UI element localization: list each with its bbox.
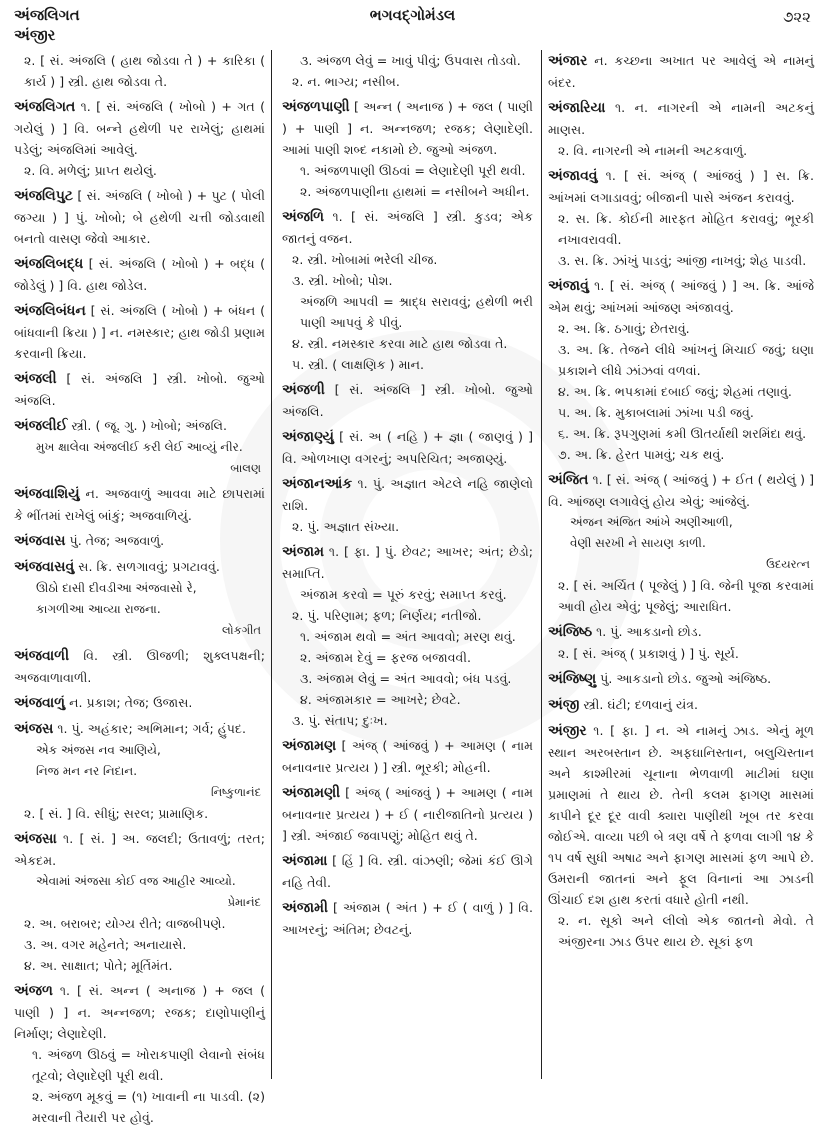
definition-text: [ સં. અંજલિ ( ખોબો ) + બંધન ( બાંધવાની ક્રિયા ) ] ન. નમસ્કાર; હાથ જોડી પ્રણામ કરવાની ક્રિયા. xyxy=(14,303,265,361)
entry-definition xyxy=(282,426,533,469)
headword: અંજલિપુટ xyxy=(14,188,73,204)
definition-text: ૧. [ ફા. ] પું. છેવટ; આખર; અંત; છેડો; સમાપ્તિ. xyxy=(282,544,533,581)
definition-text: ૧. પું. આકડાનો છોડ. xyxy=(592,624,702,639)
sense-line: ૪. અ. ક્રિ. ભપકામાં દબાઈ જવું; શેહમાં તણાવું. xyxy=(558,384,792,399)
definition-text: ૧. [ સં. અંજ્ ( આંજવું ) ] સ. ક્રિ. આંખમાં લગાડાવવું; બીજાની પાસે અંજન કરાવવું. xyxy=(548,168,814,205)
definition-text: સ. ક્રિ. સળગાવવું; પ્રગટાવવું. xyxy=(74,559,220,574)
entry-definition xyxy=(282,541,533,584)
entry-definition xyxy=(548,621,814,643)
dictionary-entry xyxy=(282,473,533,537)
idiom-line: ૩. અંજામ લેવું = અંત આવવો; બંધ પડવું. xyxy=(300,671,512,686)
sense-line: ૩. પું. સંતાપ; દુઃખ. xyxy=(292,713,388,728)
entry-definition xyxy=(282,206,533,249)
entry-definition xyxy=(548,720,814,910)
dictionary-entry xyxy=(548,621,814,664)
entry-definition xyxy=(14,253,265,296)
sense-line: ૨. [ સં. અંજ્ ( પ્રકાશવું ) ] પું. સૂર્ય. xyxy=(558,646,739,661)
definition-text: ન. પ્રકાશ; તેજ; ઉજાસ. xyxy=(65,695,193,710)
headword: અંજલી xyxy=(14,371,57,387)
dictionary-entry xyxy=(548,50,814,93)
headword: અંજલિગત xyxy=(14,99,76,115)
quote-line: મુખ ક્ષાલેવા અંજલીઈ કરી લેઈ આવ્યું નીર. xyxy=(36,440,243,454)
sense-line: ૨. ન. ભાગ્ય; નસીબ. xyxy=(292,74,400,89)
definition-text: [ અંજ્ ( આંજવું ) + આમણ ( નામ બનાવનાર પ્રત્યય ) + ઈ ( નારીજાતિનો પ્રત્યય ) ] સ્ત્રી. અંજાઈ જવાપણું; મોહિત થવું તે. xyxy=(282,785,533,843)
definition-text: ૧. [ સં. અંજલિ ( ખોબો ) + ગત ( ગયેલું ) ] વિ. બન્ને હથેળી પર રાખેલું; હાથમાં પડેલું; અંજલિમાં આવેલું. xyxy=(14,99,265,157)
dictionary-entry xyxy=(14,50,265,92)
entry-definition xyxy=(14,96,265,160)
definition-text: ૧. [ સં. અંજલિ ] સ્ત્રી. કુડવ; એક જાતનું વજન. xyxy=(282,209,533,246)
dictionary-entry xyxy=(14,253,265,296)
entry-definition xyxy=(14,980,265,1044)
sense-line: ૨. અ. બરાબર; યોગ્ય રીતે; વાજબીપણે. xyxy=(24,916,226,931)
definition-text: [ અંજામ ( અંત ) + ઈ ( વાળું ) ] વિ. આખરનું; અંતિમ; છેવટનું. xyxy=(282,900,533,937)
quote-line: એવામાં અંજસા કોઈ વજ આહીર આવ્યો. xyxy=(36,874,236,888)
headword: અંજાવું xyxy=(548,278,589,294)
headword: અંજામા xyxy=(282,853,328,869)
sense-line: ૨. વિ. નાગરની એ નામની અટકવાળું. xyxy=(558,143,748,158)
dictionary-entry xyxy=(282,782,533,846)
headword: અંજારિયા xyxy=(548,100,606,116)
dictionary-entry xyxy=(14,185,265,249)
definition-text: [ સં. અંજલિ ] સ્ત્રી. ખોબો. જુઓ અંજલિ. xyxy=(14,371,265,408)
dictionary-entry xyxy=(282,50,533,92)
sense-line: ૬. અ. ક્રિ. રૂપગુણમાં કમી ઊતર્યાથી શરમિંદા થવું. xyxy=(558,426,807,441)
headword: અંજાવવું xyxy=(548,168,598,184)
headword: અંજવાશિયું xyxy=(14,486,80,502)
dictionary-entry xyxy=(14,368,265,411)
dictionary-entry xyxy=(548,694,814,716)
headword: અંજામ xyxy=(282,544,324,560)
definition-text: [ સં. અંજલિ ] સ્ત્રી. ખોબો. જુઓ અંજલિ. xyxy=(282,382,533,419)
entry-definition xyxy=(282,379,533,422)
definition-text: [ હિં ] વિ. સ્ત્રી. વાંઝણી; જેમાં કંઈ ઊગે નહિ તેવી. xyxy=(282,853,533,890)
idiom-line: ૨. અંજળપાણીના હાથમાં = નસીબને અધીન. xyxy=(300,184,530,199)
definition-text: [ સં. અંજલિ ( ખોબો ) + પુટ ( પોલી જગ્યા ) ] પું. ખોબો; બે હથેળી ચત્તી જોડવાથી બનતો વાસણ જેવો આકાર. xyxy=(14,188,265,246)
definition-text: ૧. [ સં. અન્ન ( અનાજ ) + જલ ( પાણી ) ] ન. અન્નજળ; રજક; દાણોપાણીનું નિર્માણ; લેણાદેણી. xyxy=(14,983,265,1041)
headword: અંજલિબંધન xyxy=(14,303,86,319)
headword: અંજવાળું xyxy=(14,695,66,711)
definition-text: [ અંજ્ ( આંજવું ) + આમણ ( નામ બનાવનાર પ્રત્યય ) ] સ્ત્રી. ભૂરકી; મોહની. xyxy=(282,738,533,775)
entry-definition xyxy=(548,275,814,318)
entry-definition xyxy=(282,735,533,778)
dictionary-entry xyxy=(14,645,265,688)
definition-text: ૧. [ સં. અંજ્ ( આંજવું ) ] અ. ક્રિ. આંજે એમ થવું; આંખમાં આંજણ અંજાવવું. xyxy=(548,278,814,315)
sense-line: ૨. અ. ક્રિ. ઠગાવું; છેતરાવું. xyxy=(558,321,690,336)
definition-text: ૧. પું. અજ્ઞાત એટલે નહિ જાણેલો રાશિ. xyxy=(282,476,533,513)
sense-line: ૭. અ. ક્રિ. હેરત પામવું; ચક થવું. xyxy=(558,447,725,462)
quote-source: લોકગીત xyxy=(222,623,261,637)
entry-definition xyxy=(14,692,265,714)
headword: અંજસા xyxy=(14,831,57,847)
page-title: ભગવદ્ગોમંડલ xyxy=(369,6,456,24)
dictionary-entry xyxy=(14,828,265,976)
definition-text: ન. અજવાળું આવવા માટે છાપરામાં કે ભીંતમાં રાખેલું બાંકું; અજવાળિયું. xyxy=(14,486,265,523)
sense-line: ૫. સ્ત્રી. ( લાક્ષણિક ) માન. xyxy=(292,357,424,372)
entry-definition xyxy=(14,368,265,411)
entry-definition xyxy=(14,415,265,437)
dictionary-entry xyxy=(282,850,533,893)
entry-definition xyxy=(548,469,814,512)
headword: અંજલિબદ્ધ xyxy=(14,256,84,272)
headword: અંજામણ xyxy=(282,738,337,754)
quote-source: પ્રેમાનંદ xyxy=(227,895,261,909)
definition-text: પું. તેજ; અજવાળું. xyxy=(65,533,165,548)
entry-definition xyxy=(14,185,265,249)
quote-source: બાલણ xyxy=(230,461,261,475)
definition-text: સ્ત્રી. ઘંટી; દળવાનું યંત્ર. xyxy=(579,697,699,712)
headword: અંજિત xyxy=(548,472,589,488)
entry-definition xyxy=(548,668,814,690)
sense-line: ૩. અ. વગર મહેનતે; અનાયાસે. xyxy=(24,937,187,952)
definition-text: [ સં. અ ( નહિ ) + જ્ઞા ( જાણવું ) ] વિ. ઓળખાણ વગરનું; અપરિચિત; અજાણ્યું. xyxy=(282,429,533,466)
definition-text: ૧. ન. નાગરની એ નામની અટકનું માણસ. xyxy=(548,100,814,137)
headword: અંજાણ્યું xyxy=(282,429,334,445)
entry-definition xyxy=(548,694,814,716)
column-left xyxy=(14,50,272,1125)
headword: અંજળિ xyxy=(282,209,325,225)
quote-line: ઊઠો દાસી દીવડીઆ અંજવાસો રે, xyxy=(36,581,197,595)
headword: અંજળ xyxy=(14,983,53,999)
page-number: ૭૨૨ xyxy=(782,8,811,26)
idiom-line: ૩. અંજળ લેવું = ખાવું પીવું; ઉપવાસ તોડવો. xyxy=(300,53,521,68)
definition-text: પું. આકડાનો છોડ. જુઓ અંજિષ્ઠ. xyxy=(596,671,772,686)
idiom-line: ૧. અંજળ ઊઠવું = ખોરાકપાણી લેવાનો સંબંધ તૂટવો; લેણાદેણી પૂરી થવી. xyxy=(32,1047,265,1083)
entry-definition xyxy=(14,556,265,578)
sense-line: ૨. સ્ત્રી. ખોબામાં ભરેલી ચીજ. xyxy=(292,252,438,267)
dictionary-entry xyxy=(14,556,265,641)
dictionary-entry xyxy=(282,426,533,469)
sense-line: ૨. વિ. મળેલું; પ્રાપ્ત થયેલું. xyxy=(24,163,157,178)
headword: અંજી xyxy=(548,697,580,713)
dictionary-entry xyxy=(14,96,265,181)
definition-text: ૧. પું. અહંકાર; અભિમાન; ગર્વ; હુંપદ. xyxy=(53,721,246,736)
entry-definition xyxy=(548,97,814,140)
idiom-line: ૧. અંજળપાણી ઊઠવાં = લેણાદેણી પૂરી થવી. xyxy=(300,163,526,178)
entry-definition xyxy=(282,782,533,846)
dictionary-entry xyxy=(14,483,265,526)
dictionary-entry xyxy=(282,735,533,778)
column-right xyxy=(542,50,814,1079)
dictionary-entry xyxy=(14,980,265,1128)
dictionary-entry xyxy=(548,720,814,952)
entry-definition xyxy=(14,300,265,364)
sense-line: ૨. પું. અજ્ઞાત સંખ્યા. xyxy=(292,519,400,534)
guide-word-last: અંજીર xyxy=(14,26,56,44)
dictionary-entry xyxy=(14,692,265,714)
headword: અંજિષ્ણુ xyxy=(548,671,597,687)
quote-line: વેણી સરખી ને સાયણ કાળી. xyxy=(570,536,706,550)
sense-line: ૨. સ. ક્રિ. કોઈની મારફત મોહિત કરાવવું; ભૂરકી નખાવરાવવી. xyxy=(558,211,814,247)
headword: અંજીર xyxy=(548,723,587,739)
headword: અંજાર xyxy=(548,53,588,69)
dictionary-entry xyxy=(548,668,814,690)
dictionary-entry xyxy=(14,415,265,479)
dictionary-entry xyxy=(548,469,814,617)
definition-text: ૧. [ સં. ] અ. જલદી; ઉતાવળું; તરત; એકદમ. xyxy=(14,831,265,868)
dictionary-entry xyxy=(282,96,533,202)
headword: અંજસ xyxy=(14,721,54,737)
idiom-line: ૧. અંજામ થવો = અંત આવવો; મરણ થવું. xyxy=(300,629,516,644)
definition-text: ૧. [ ફા. ] ન. એ નામનું ઝાડ. એનું મૂળ સ્થાન અરબસ્તાન છે. અફઘાનિસ્તાન, બલુચિસ્તાન અને કાશ્મીરમાં ચૂનાના ભેળવાળી માટીમાં ઘણા પ્રમાણમાં તે થાય છે. તેની કલમ ફાગણ માસમાં કાપીને દૂર દૂર વાવી ક્યારા પાણીથી ખૂબ તર કરવા જોઈએ. વાવ્યા પછી બે ત્રણ વર્ષે તે ફળવા લાગી ૧૪ કે ૧૫ વર્ષ સુધી અષાઢ અને ફાગણ માસમાં ફળ આપે છે. ઉમરાની જાતનાં અને ફૂલ વિનાનાં આ ઝાડની ઊંચાઈ દશ હાથ કરતાં વધારે હોતી નથી. xyxy=(548,723,814,907)
entry-definition xyxy=(282,96,533,160)
idiom-line: ૪. અંજામકાર = આખરે; છેવટે. xyxy=(300,692,461,707)
sense-line: ૫. અ. ક્રિ. મુકાબલામાં ઝાંખા પડી જવું. xyxy=(558,405,754,420)
entry-definition xyxy=(14,645,265,688)
definition-text: વિ. સ્ત્રી. ઊજળી; શુક્લપક્ષની; અજવાળાવાળી. xyxy=(14,648,265,685)
definition-text: સ્ત્રી. ( જૂ. ગુ. ) ખોબો; અંજલિ. xyxy=(67,418,227,433)
quote-line: અંજન અંજિત આંખે અણીઆળી, xyxy=(570,515,733,529)
entry-definition xyxy=(548,165,814,208)
quote-source: નિષ્કુળાનંદ xyxy=(211,785,261,799)
headword: અંજવાળી xyxy=(14,648,70,664)
sense-line: ૪. સ્ત્રી. નમસ્કાર કરવા માટે હાથ જોડવા તે. xyxy=(292,336,508,351)
headword: અંજલીઈ xyxy=(14,418,68,434)
headword: અંજામી xyxy=(282,900,328,916)
dictionary-entry xyxy=(282,206,533,375)
idiom-line: ૨. અંજામ દેવું = ફરજ બજાવવી. xyxy=(300,650,471,665)
headword: અંજિષ્ઠ xyxy=(548,624,593,640)
sense-line: ૨. [ સં. અર્ચિત ( પૂજેલું ) ] વિ. જેની પૂજા કરવામાં આવી હોય એવું; પૂજેલું; આરાધિત. xyxy=(558,578,814,614)
dictionary-entry xyxy=(282,379,533,422)
entry-definition xyxy=(282,897,533,940)
entry-definition xyxy=(14,530,265,552)
idiom-line: ૨. અંજળ મૂકવું = (૧) ખાવાની ના પાડવી. (૨) મરવાની તૈયારી પર હોવું. xyxy=(32,1089,265,1125)
quote-line: એક અંજસ નવ આણિયે, xyxy=(36,743,161,757)
entry-definition xyxy=(282,850,533,893)
headword: અંજાનઆંક xyxy=(282,476,353,492)
dictionary-entry xyxy=(14,300,265,364)
page-header xyxy=(14,4,811,48)
quote-source: ઉદયરત્ન xyxy=(766,557,810,571)
column-middle xyxy=(272,50,542,1079)
headword: અંજામણી xyxy=(282,785,341,801)
definition-text: [ અન્ન ( અનાજ ) + જલ ( પાણી ) + પાણી ] ન. અન્નજળ; રજક; લેણાદેણી. આમાં પાણી શબ્દ નકામો છે. જુઓ અંજળ. xyxy=(282,99,533,157)
headword: અંજવાસવું xyxy=(14,559,75,575)
sense-line: ૨. [ સં. ] વિ. સીધું; સરલ; પ્રામાણિક. xyxy=(24,806,209,821)
sense-line: ૪. અ. સાક્ષાત; પોતે; મૂર્તિમંત. xyxy=(24,958,173,973)
headword: અંજળી xyxy=(282,382,325,398)
entry-definition xyxy=(14,718,265,740)
sense-line: ૩. સ્ત્રી. ખોબો; પોશ. xyxy=(292,273,393,288)
entry-definition xyxy=(282,473,533,516)
quote-line: કાગળીઆ આવ્યા રાજના. xyxy=(36,602,161,616)
headword: અંજળપાણી xyxy=(282,99,350,115)
definition-text: ન. કચ્છના અખાત પર આવેલું એ નામનું બંદર. xyxy=(548,53,814,90)
dictionary-entry xyxy=(282,541,533,731)
idiom-line: અંજામ કરવો = પૂરું કરવું; સમાપ્ત કરવું. xyxy=(300,587,507,602)
dictionary-entry xyxy=(14,530,265,552)
sense-line: ૨. ન. સૂકો અને લીલો એક જાતનો મેવો. તે અંજીરના ઝાડ ઉપર થાય છે. સૂકાં ફળ xyxy=(558,913,814,949)
dictionary-entry xyxy=(548,275,814,465)
entry-definition xyxy=(14,483,265,526)
idiom-line: અંજળિ આપવી = શ્રાદ્ધ સરાવવું; હથેળી ભરી પાણી આપવું કે પીવું. xyxy=(300,294,533,330)
sense-line: ૨. પું. પરિણામ; ફળ; નિર્ણય; નતીજો. xyxy=(292,608,482,623)
definition-text: ૧. [ સં. અંજ્ ( આંજવું ) + ઈત ( થયેલું ) ] વિ. આંજણ લગાવેલું હોય એવું; આંજેલું. xyxy=(548,472,814,509)
dictionary-entry xyxy=(548,165,814,271)
headword: અંજવાસ xyxy=(14,533,66,549)
definition-text: [ સં. અંજલિ ( ખોબો ) + બદ્ધ ( જોડેલું ) ] વિ. હાથ જોડેલ. xyxy=(14,256,265,293)
dictionary-entry xyxy=(548,97,814,161)
dictionary-entry xyxy=(282,897,533,940)
sense-line: ૩. સ. ક્રિ. ઝાંખું પાડવું; આંજી નાખવું; શેહ પાડવી. xyxy=(558,253,807,268)
guide-word-first: અંજલિગત xyxy=(14,6,80,24)
sense-line: ૨. [ સં. અંજલિ ( હાથ જોડવા તે ) + કારિકા ( કાર્ય ) ] સ્ત્રી. હાથ જોડવા તે. xyxy=(24,53,265,89)
quote-line: નિજ મન નર નિદાન. xyxy=(36,764,138,778)
dictionary-columns xyxy=(14,50,819,1125)
entry-definition xyxy=(14,828,265,871)
sense-line: ૩. અ. ક્રિ. તેજને લીધે આંખનું મિચાઈ જવું; ઘણા પ્રકાશને લીધે ઝાંઝવાં વળવાં. xyxy=(558,342,814,378)
entry-definition xyxy=(548,50,814,93)
dictionary-entry xyxy=(14,718,265,824)
